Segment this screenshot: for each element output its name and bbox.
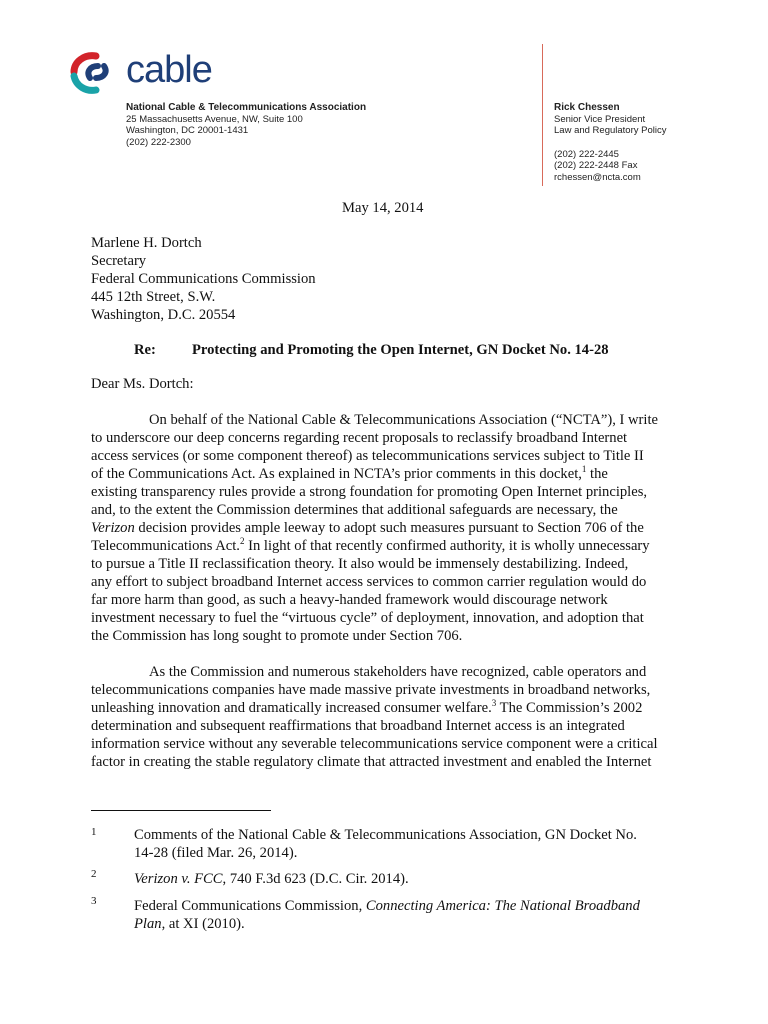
footnote-ref-1[interactable]: 1	[581, 464, 587, 475]
recipient-org: Federal Communications Commission	[91, 271, 316, 287]
signer-title-line1: Senior Vice President	[554, 113, 646, 125]
signer-name: Rick Chessen	[554, 102, 620, 113]
footnote-3-title: Connecting America: The National Broadband	[365, 898, 640, 914]
p2-line: factor in creating the stable regulatory climate that attracted investment and enabled the Internet	[91, 754, 652, 770]
p1-line: existing transparency rules provide a strong foundation for promoting Open Internet principles,	[91, 484, 648, 500]
footnote-3-citation: , at XI (2010).	[161, 916, 245, 932]
signer-block	[554, 102, 666, 183]
recipient-street: 445 12th Street, S.W.	[91, 289, 216, 305]
org-phone: (202) 222-2300	[126, 136, 191, 148]
recipient-city: Washington, D.C. 20554	[91, 307, 236, 323]
footnote-1-line: 14-28 (filed Mar. 26, 2014).	[134, 845, 298, 861]
footnote-3	[134, 897, 734, 933]
p1-line: any effort to subject broadband Internet access services to common carrier regulation would do	[91, 574, 647, 590]
signer-phone: (202) 222-2445	[554, 148, 619, 160]
footnote-2	[134, 870, 734, 888]
brand-wordmark: cable	[126, 49, 212, 91]
org-name: National Cable & Telecommunications Association	[126, 102, 367, 113]
p2-text: unleashing innovation and dramatically increased consumer welfare.	[91, 700, 492, 716]
letter-date: May 14, 2014	[342, 200, 424, 216]
footnote-1	[134, 826, 734, 862]
p1-line: On behalf of the National Cable & Telecommunications Association (“NCTA”), I write	[149, 412, 658, 428]
signer-fax: (202) 222-2448 Fax	[554, 160, 638, 171]
p1-text: decision provides ample leeway to adopt such measures pursuant to Section 706 of the	[134, 520, 644, 536]
p1-line	[91, 537, 741, 555]
p1-line: to pursue a Title II reclassification theory. It also would be immensely destabilizing. Indeed,	[91, 556, 629, 572]
footnote-ref-2[interactable]: 2	[239, 536, 245, 547]
p1-line: to underscore our deep concerns regarding recent proposals to reclassify broadband Internet	[91, 430, 628, 446]
signer-email: rchessen@ncta.com	[554, 171, 641, 183]
org-address-line1: 25 Massachusetts Avenue, NW, Suite 100	[126, 113, 303, 125]
salutation: Dear Ms. Dortch:	[91, 376, 194, 392]
p2-text: The Commission’s 2002	[496, 700, 643, 716]
footnote-1-number: 1	[91, 826, 97, 838]
recipient-title: Secretary	[91, 253, 147, 269]
footnote-3-line	[134, 897, 734, 915]
p1-line: and, to the extent the Commission determines that additional safeguards are necessary, the	[91, 502, 618, 518]
body-paragraph-2	[91, 663, 741, 771]
p2-line	[91, 699, 741, 717]
p1-text: of the Communications Act. As explained in NCTA’s prior comments in this docket,	[91, 466, 582, 482]
footnote-3-line	[134, 915, 734, 933]
footnote-ref-3[interactable]: 3	[491, 698, 497, 709]
re-subject: Protecting and Promoting the Open Internet, GN Docket No. 14-28	[192, 342, 609, 358]
footnote-3-title: Plan	[134, 916, 162, 932]
p2-line: information service without any severable telecommunications service component were a critical	[91, 736, 658, 752]
p1-text: the	[586, 466, 608, 482]
p2-line: As the Commission and numerous stakeholders have recognized, cable operators and	[149, 664, 647, 680]
footnote-2-number: 2	[91, 868, 97, 880]
recipient-name: Marlene H. Dortch	[91, 235, 202, 251]
p1-line	[91, 465, 741, 483]
p2-line: telecommunications companies have made massive private investments in broadband networks,	[91, 682, 651, 698]
letterhead-divider	[542, 44, 543, 186]
p1-line: far more harm than good, as such a heavy-handed framework would discourage network	[91, 592, 608, 608]
p2-line: determination and subsequent reaffirmations that broadband Internet access is an integrated	[91, 718, 625, 734]
footnote-2-case: Verizon v. FCC	[134, 871, 223, 887]
p1-line: the Commission has long sought to promote under Section 706.	[91, 628, 463, 644]
p1-text: In light of that recently confirmed authority, it is wholly unnecessary	[244, 538, 650, 554]
footnote-3-number: 3	[91, 895, 97, 907]
body-paragraph-1	[91, 411, 741, 645]
footnote-3-author: Federal Communications Commission,	[134, 898, 366, 914]
p1-line: access services (or some component thereof) as telecommunications services subject to Title II	[91, 448, 644, 464]
p1-line	[91, 519, 741, 537]
p1-text: Telecommunications Act.	[91, 538, 240, 554]
recipient-address	[91, 234, 316, 324]
signer-title-line2: Law and Regulatory Policy	[554, 125, 667, 136]
footnote-1-line: Comments of the National Cable & Telecommunications Association, GN Docket No.	[134, 827, 637, 843]
footnote-2-citation: , 740 F.3d 623 (D.C. Cir. 2014).	[222, 871, 409, 887]
re-label: Re:	[134, 342, 156, 358]
re-line	[134, 341, 609, 359]
org-address-line2: Washington, DC 20001-1431	[126, 125, 249, 136]
footnote-separator	[91, 810, 271, 811]
ncta-cable-logo-icon	[66, 50, 126, 94]
org-block	[126, 102, 366, 148]
case-name-italic: Verizon	[91, 520, 135, 536]
p1-line: investment necessary to fuel the “virtuous cycle” of deployment, innovation, and adoption that	[91, 610, 644, 626]
